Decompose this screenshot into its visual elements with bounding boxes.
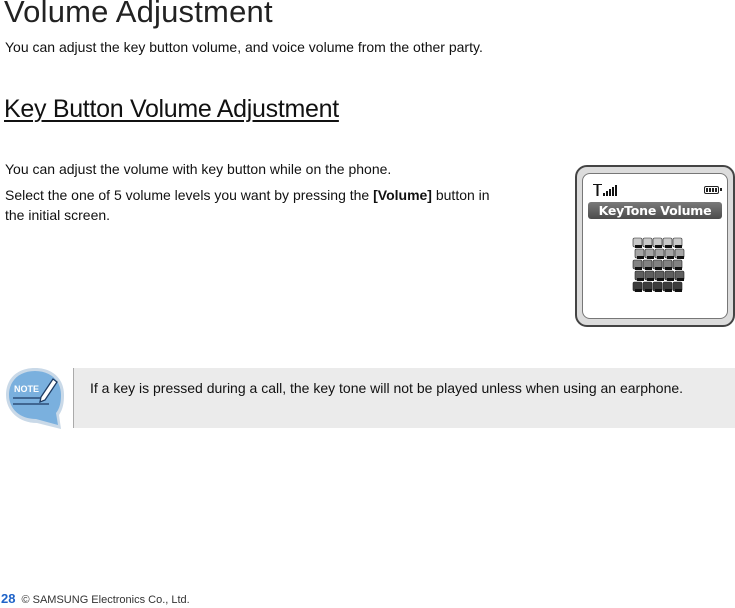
volume-block-shadow <box>667 278 674 281</box>
page-number: 28 <box>1 591 16 606</box>
volume-block-shadow <box>637 256 644 259</box>
body-text-part: Select the one of 5 volume levels you want by pressing the <box>5 187 374 203</box>
phone-display <box>582 173 728 319</box>
section-title: Key Button Volume Adjustment <box>4 95 339 123</box>
volume-block-shadow <box>635 245 642 248</box>
volume-block-shadow <box>665 289 672 292</box>
note-text: If a key is pressed during a call, the key tone will not be played unless when using an earphone. <box>90 380 684 396</box>
volume-key-label: [Volume] <box>373 187 432 203</box>
body-text-line: You can adjust the volume with key button while on the phone. <box>5 161 392 177</box>
volume-level-graphic <box>629 232 689 296</box>
volume-block-shadow <box>677 256 684 259</box>
battery-icon <box>704 186 719 194</box>
volume-block-shadow <box>657 278 664 281</box>
volume-block-shadow <box>655 245 662 248</box>
volume-block-shadow <box>635 267 642 270</box>
volume-block-shadow <box>645 245 652 248</box>
volume-block-shadow <box>677 278 684 281</box>
body-text-paragraph <box>5 185 505 225</box>
copyright: © SAMSUNG Electronics Co., Ltd. <box>21 594 190 606</box>
volume-block-shadow <box>675 245 682 248</box>
volume-block-shadow <box>667 256 674 259</box>
volume-block-shadow <box>655 267 662 270</box>
intro-text: You can adjust the key button volume, and voice volume from the other party. <box>5 39 483 55</box>
note-icon-label: NOTE <box>14 384 40 394</box>
volume-block-shadow <box>645 289 652 292</box>
signal-icon <box>593 184 619 196</box>
note-box <box>73 368 735 428</box>
footer <box>1 590 190 608</box>
volume-block-shadow <box>647 256 654 259</box>
phone-screen-illustration <box>575 165 735 327</box>
volume-block-shadow <box>665 245 672 248</box>
status-bar <box>583 174 727 196</box>
volume-block-shadow <box>657 256 664 259</box>
volume-block-shadow <box>637 278 644 281</box>
volume-block-shadow <box>645 267 652 270</box>
volume-block-shadow <box>655 289 662 292</box>
volume-block-shadow <box>675 289 682 292</box>
volume-block-shadow <box>647 278 654 281</box>
volume-block-shadow <box>635 289 642 292</box>
screen-title: KeyTone Volume <box>588 202 722 219</box>
body-text-part: button in the initial screen. <box>5 187 490 223</box>
volume-block-shadow <box>665 267 672 270</box>
volume-block-shadow <box>675 267 682 270</box>
page-title: Volume Adjustment <box>4 0 273 29</box>
note-icon <box>3 365 67 431</box>
